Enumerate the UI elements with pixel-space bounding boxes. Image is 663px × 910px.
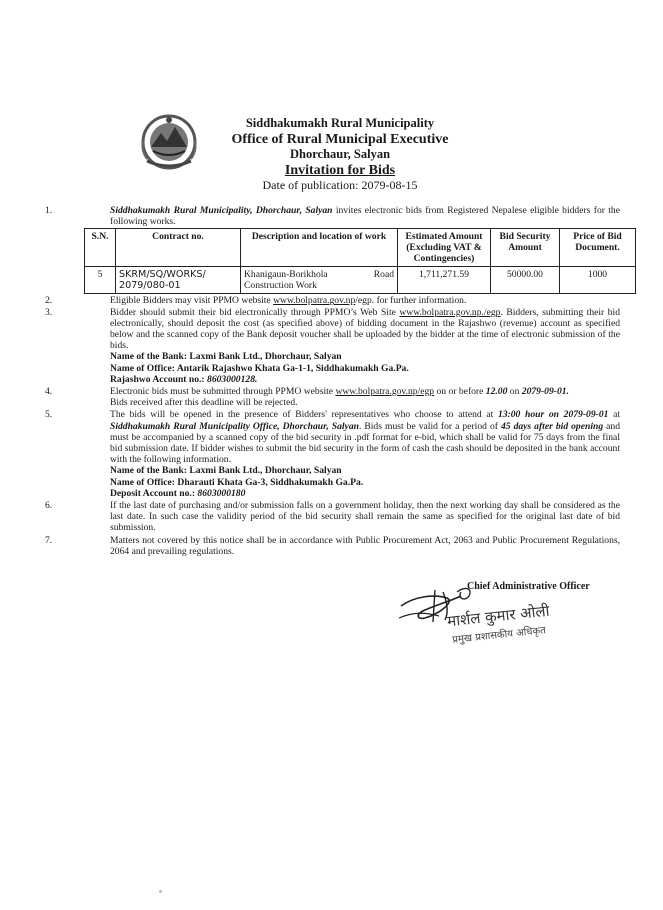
notice-title: Invitation for Bids bbox=[284, 162, 396, 178]
clause-text: Electronic bids must be submitted through PPMO website bbox=[110, 386, 336, 398]
publication-date: Date of publication: 2079-08-15 bbox=[262, 178, 418, 192]
issuer-name: Siddhakumakh Rural Municipality, Dhorchaur, Salyan bbox=[110, 205, 333, 216]
clause-text: Matters not covered by this notice shall be in accordance with Public Procurement Act, 2063 and Public Procurement Regulations, 2064 and prevailing regulations. bbox=[110, 534, 620, 557]
clause-2 bbox=[40, 295, 620, 306]
clause-text: invites electronic bids from Registered Nepalese eligible bidders for the following works. bbox=[110, 205, 620, 228]
stamp-name: मार्शल कुमार ओली bbox=[446, 601, 551, 631]
deadline-time: 12.00 bbox=[485, 386, 508, 398]
clause-text: Bidder should submit their bid electronically through PPMO’s Web Site bbox=[110, 306, 400, 318]
clause-4 bbox=[40, 386, 620, 408]
bid-validity: 45 days after bid opening bbox=[500, 420, 604, 432]
clause-text: at bbox=[608, 409, 621, 421]
office-account-name: Name of Office: Dharauti Khata Ga-3, Siddhakumakh Ga.Pa. bbox=[110, 476, 364, 488]
clause-1 bbox=[40, 205, 620, 294]
clause-text: /egp. for further information. bbox=[355, 295, 467, 307]
signatory-title: Chief Administrative Officer bbox=[467, 581, 590, 592]
account-number: 8603000128. bbox=[207, 373, 258, 385]
deadline-date: 2079-09-01. bbox=[521, 386, 569, 398]
col-header-price: Price of Bid Document. bbox=[560, 229, 636, 267]
account-label: Deposit Account no.: bbox=[110, 487, 198, 499]
notice-header bbox=[215, 116, 465, 194]
office-location: Dhorchaur, Salyan bbox=[289, 147, 391, 161]
clause-7 bbox=[40, 535, 620, 557]
ppmo-link[interactable]: www.bolpatra.gov.np/egp bbox=[335, 386, 435, 398]
clause-text: . Bidders, submitting their bid electronically, should deposit the cost (as specified above) of bidding document in the Rajashwo (revenue) account as specified below and the scanned copy of the Bank deposit voucher shall be uploaded by the bidder at the time of electronic submission of the bids. bbox=[110, 306, 620, 352]
cell-sn: 5 bbox=[85, 267, 116, 294]
cell-security: 50000.00 bbox=[491, 267, 560, 294]
clause-text: on bbox=[507, 386, 522, 398]
municipality-name: Siddhakumakh Rural Municipality bbox=[245, 116, 435, 130]
cell-description: Khanigaun-Borikhola Road Construction Work bbox=[241, 267, 398, 294]
col-header-sn: S.N. bbox=[85, 229, 116, 267]
ppmo-link[interactable]: www.bolpatra.gov.np./egp bbox=[399, 306, 501, 318]
clause-number: 7. bbox=[45, 534, 53, 546]
clause-3 bbox=[40, 307, 620, 385]
clause-5 bbox=[40, 409, 620, 499]
bank-name: Name of the Bank: Laxmi Bank Ltd., Dhorchaur, Salyan bbox=[110, 351, 342, 363]
clause-number: 3. bbox=[45, 306, 53, 318]
col-header-security: Bid Security Amount bbox=[491, 229, 560, 267]
bank-name: Name of the Bank: Laxmi Bank Ltd., Dhorchaur, Salyan bbox=[110, 465, 342, 477]
clause-text: and must be accompanied by a scanned copy of the bid security in .pdf format for e-bid, which shall be valid for 75 days from the final bid submission date. If bidder wishes to submit the bid security in the form of cash the cash should be deposited in the bank account with the following information. bbox=[110, 420, 620, 466]
col-header-description: Description and location of work bbox=[241, 229, 398, 267]
clause-number: 1. bbox=[45, 205, 53, 216]
ppmo-link[interactable]: www.bolpatra.gov.np bbox=[273, 295, 356, 307]
notice-body bbox=[40, 205, 620, 557]
account-number: 8603000180 bbox=[197, 487, 246, 499]
table-row bbox=[85, 267, 636, 294]
clause-number: 4. bbox=[45, 386, 53, 398]
clause-number: 5. bbox=[45, 409, 53, 421]
clause-text: on or before bbox=[434, 386, 486, 398]
stamp-role: प्रमुख प्रशासकीय अधिकृत bbox=[451, 625, 547, 646]
clause-number: 6. bbox=[45, 500, 53, 512]
opening-time: 13:00 hour on 2079-09-01 bbox=[497, 409, 609, 421]
clause-text: If the last date of purchasing and/or submission falls on a government holiday, then the next working day shall be considered as the last date. In such case the validity period of the bid security shall remain the same as specified for the original last date of bid submission. bbox=[110, 500, 620, 534]
office-name: Office of Rural Municipal Executive bbox=[231, 131, 449, 147]
opening-place: Siddhakumakh Rural Municipality Office, Dhorchaur, Salyan bbox=[110, 420, 359, 432]
table-header-row bbox=[85, 229, 636, 267]
col-header-contract: Contract no. bbox=[116, 229, 241, 267]
clause-6 bbox=[40, 500, 620, 534]
col-header-estimate: Estimated Amount (Excluding VAT & Contingencies) bbox=[398, 229, 491, 267]
cell-contract: SKRM/SQ/WORKS/ 2079/080-01 bbox=[116, 267, 241, 294]
cell-estimate: 1,711,271.59 bbox=[398, 267, 491, 294]
account-label: Rajashwo Account no.: bbox=[110, 373, 208, 385]
cell-price: 1000 bbox=[560, 267, 636, 294]
clause-text: . Bids must be valid for a period of bbox=[358, 420, 501, 432]
clause-text: Bids received after this deadline will be rejected. bbox=[110, 397, 298, 409]
scan-speck bbox=[159, 890, 162, 893]
office-account-name: Name of Office: Antarik Rajashwo Khata Ga-1-1, Siddhakumakh Ga.Pa. bbox=[110, 362, 409, 374]
municipality-emblem-icon bbox=[137, 111, 201, 173]
works-table bbox=[84, 228, 636, 294]
clause-number: 2. bbox=[45, 295, 53, 307]
clause-text: Eligible Bidders may visit PPMO website bbox=[110, 295, 274, 307]
clause-text: The bids will be opened in the presence of Bidders' representatives who choose to attend at bbox=[110, 409, 498, 421]
